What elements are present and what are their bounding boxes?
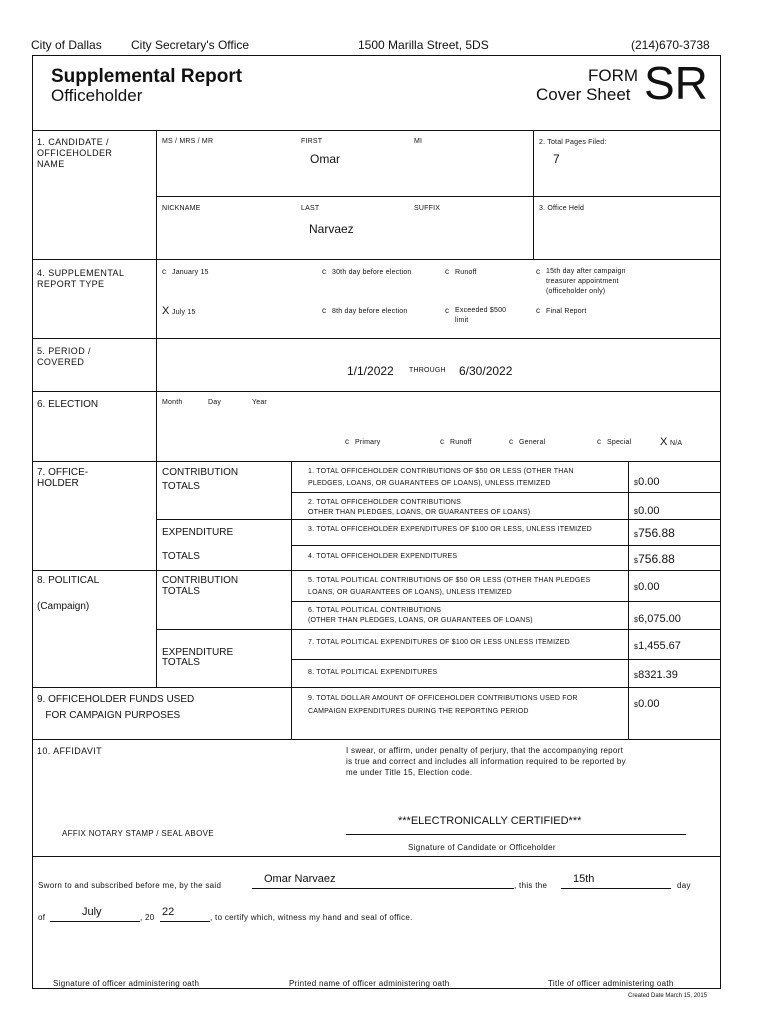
final-option[interactable]: c Final Report [536,306,587,315]
line2-value: $0.00 [634,505,660,517]
checkbox: c [322,306,327,315]
pages-label: 2. Total Pages Filed: [539,139,607,146]
s7-contrib-totals: CONTRIBUTION TOTALS [162,467,239,492]
header-phone: (214)670-3738 [631,38,710,52]
header-office: City Secretary's Office [131,38,250,52]
year-line [160,921,210,922]
sworn-month: July [82,906,102,918]
s4-label: 4. SUPPLEMENTAL REPORT TYPE [37,268,125,289]
line1-text: 1. TOTAL OFFICEHOLDER CONTRIBUTIONS OF $50 OR LESS (OTHER THAN PLEDGES, LOANS, OR GUARANTEES OF LOANS), UNLESS ITEMIZED [308,468,574,487]
s8-label: 8. POLITICAL [37,575,100,586]
period-from: 1/1/2022 [347,364,394,378]
jan15-option[interactable]: c January 15 [162,267,209,276]
day-label: Day [208,399,222,406]
checkbox: c [440,437,445,446]
nickname-label: NICKNAME [162,205,201,212]
line7-text: 7. TOTAL POLITICAL EXPENDITURES OF $100 OR LESS UNLESS ITEMIZED [308,639,570,646]
header-address: 1500 Marilla Street, 5DS [358,38,489,52]
line2-text: 2. TOTAL OFFICEHOLDER CONTRIBUTIONS OTHER THAN PLEDGES, LOANS, OR GUARANTEES OF LOANS) [308,499,531,516]
primary-option[interactable]: c Primary [345,437,381,446]
checkbox: c [162,267,167,276]
form-word: FORM [588,66,639,85]
day15-option[interactable]: c 15th day after campaign treasurer appointment (officeholder only) [536,267,626,295]
line3-text: 3. TOTAL OFFICEHOLDER EXPENDITURES OF $100 OR LESS, UNLESS ITEMIZED [308,526,592,533]
exceeded-option[interactable]: c Exceeded $500 limit [445,306,507,324]
period-to: 6/30/2022 [459,364,513,378]
of-word: of [38,913,46,922]
s1-label: 1. CANDIDATE / OFFICEHOLDER NAME [37,137,113,169]
name-line [252,888,514,889]
this-the: , this the [514,881,548,890]
notary-stamp-label: AFFIX NOTARY STAMP / SEAL ABOVE [62,829,214,838]
day-line [561,888,671,889]
s6-label: 6. ELECTION [37,399,99,410]
sworn-day: 15th [573,873,595,885]
sworn-year: 22 [162,906,175,918]
through-label: THROUGH [409,367,446,374]
twenty-prefix: , 20 [140,913,155,922]
oath-text: I swear, or affirm, under penalty of perjury, that the accompanying report is true and correct and includes all information required to be reported by me under Title 15, Election code. [346,746,626,777]
sworn-name: Omar Narvaez [264,873,336,885]
s8-contrib-totals: CONTRIBUTION TOTALS [162,575,239,597]
last-name-value: Narvaez [309,222,354,236]
month-line [50,921,140,922]
signature-label: Signature of Candidate or Officeholder [408,843,556,852]
ms-label: MS / MRS / MR [162,138,214,145]
certify-text: , to certify which, witness my hand and seal of office. [210,913,413,922]
checkbox: c [597,437,602,446]
line8-text: 8. TOTAL POLITICAL EXPENDITURES [308,669,438,676]
general-option[interactable]: c General [509,437,546,446]
pages-value: 7 [553,152,560,166]
electronic-certified: ***ELECTRONICALLY CERTIFIED*** [398,815,582,827]
checkbox: c [322,267,327,276]
line3-value: $756.88 [634,526,675,540]
title-line1: Supplemental Report [51,66,243,87]
line4-text: 4. TOTAL OFFICEHOLDER EXPENDITURES [308,553,458,560]
title-line2: Officeholder [51,86,143,105]
line7-value: $1,455.67 [634,640,681,652]
july15-option[interactable]: X July 15 [162,305,196,317]
line6-text: 6. TOTAL POLITICAL CONTRIBUTIONS (OTHER THAN PLEDGES, LOANS, OR GUARANTEES OF LOANS) [308,607,533,624]
header-city: City of Dallas [31,38,102,52]
s5-label: 5. PERIOD / COVERED [37,346,91,367]
line6-value: $6,075.00 [634,613,681,625]
x-mark: X [162,305,170,317]
form-code: SR [644,57,708,109]
officer-signature-label: Signature of officer administering oath [53,979,200,988]
checkbox: c [345,437,350,446]
na-option[interactable]: X N/A [660,436,683,448]
s8-exp-totals: EXPENDITURE TOTALS [162,647,234,668]
created-date: Created Date March 15, 2015 [628,993,708,999]
line9-text: 9. TOTAL DOLLAR AMOUNT OF OFFICEHOLDER CONTRIBUTIONS USED FOR CAMPAIGN EXPENDITURES DURING THE REPORTING PERIOD [308,695,578,715]
s7-totals: TOTALS [162,551,200,562]
s9-label: 9. OFFICEHOLDER FUNDS USED FOR CAMPAIGN PURPOSES [37,694,195,721]
line1-value: $0.00 [634,476,660,488]
checkbox: c [445,267,450,276]
signature-line [346,834,686,835]
officer-title-label: Title of officer administering oath [548,979,674,988]
printed-name-label: Printed name of officer administering oath [289,979,450,988]
checkbox: c [445,306,450,315]
year-label: Year [252,399,267,406]
s10-label: 10. AFFIDAVIT [37,746,103,756]
line4-value: $756.88 [634,552,675,566]
line5-value: $0.00 [634,581,660,593]
checkbox: c [509,437,514,446]
s7-label: 7. OFFICE- HOLDER [37,467,89,489]
month-label: Month [162,399,183,406]
runoff-option[interactable]: c Runoff [445,267,477,276]
mi-label: MI [414,138,423,145]
day-word: day [677,881,691,890]
s7-expenditure: EXPENDITURE [162,527,234,538]
day30-option[interactable]: c 30th day before election [322,267,412,276]
line5-text: 5. TOTAL POLITICAL CONTRIBUTIONS OF $50 OR LESS (OTHER THAN PLEDGES LOANS, OR GUARANTEES OF LOANS), UNLESS ITEMIZED [308,577,591,596]
checkbox: c [536,267,541,276]
election-runoff-option[interactable]: c Runoff [440,437,472,446]
line8-value: $8321.39 [634,669,678,681]
office-held-label: 3. Office Held [539,205,585,212]
first-name-value: Omar [310,152,340,166]
sworn-prefix: Sworn to and subscribed before me, by the said [38,881,222,890]
line9-value: $0.00 [634,698,660,710]
cover-sheet: Cover Sheet [536,85,631,104]
last-label: LAST [301,205,320,212]
x-mark: X [660,436,668,448]
special-option[interactable]: c Special [597,437,632,446]
suffix-label: SUFFIX [414,205,441,212]
first-label: FIRST [301,138,323,145]
day8-option[interactable]: c 8th day before election [322,306,408,315]
s8-campaign: (Campaign) [37,601,90,612]
checkbox: c [536,306,541,315]
